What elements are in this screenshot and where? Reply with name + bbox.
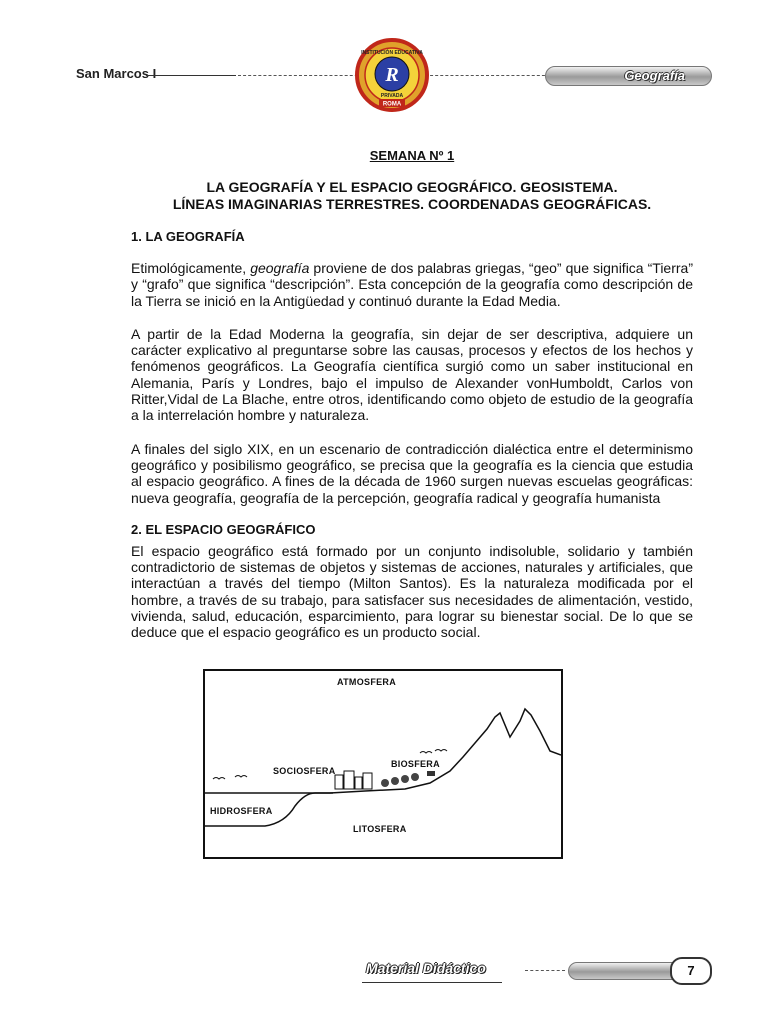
header-divider-dashed-right [425, 75, 550, 76]
page-title [131, 179, 693, 213]
logo-letter: R [385, 64, 399, 86]
title-line-2: LÍNEAS IMAGINARIAS TERRESTRES. COORDENADAS GEOGRÁFICAS. [172, 196, 652, 212]
label-sociosfera: SOCIOSFERA [273, 766, 336, 776]
geosystem-diagram [203, 669, 563, 859]
header-subject-label: Geografía [624, 68, 685, 83]
school-logo [355, 38, 429, 112]
page-number: 7 [670, 957, 712, 985]
title-line-1: LA GEOGRAFÍA Y EL ESPACIO GEOGRÁFICO. GEOSISTEMA. [206, 179, 618, 195]
document-body [131, 148, 693, 641]
paragraph-3: A finales del siglo XIX, en un escenario de contradicción dialéctica entre el determinismo geográfico y posibilismo geográfico, se precisa que la geografía es la ciencia que estudia al espacio geográfico. A fines de la década de 1960 surgen nuevas escuelas geográficas: nueva geografía, geografía de la percepción, geografía radical y geografía humanista [131, 440, 693, 506]
header-course-title: San Marcos I [76, 66, 157, 81]
paragraph-4: El espacio geográfico está formado por un conjunto indisoluble, solidario y también contradictorio de sistemas de objetos y sistemas de acciones, naturales y artificiales, que interactúan a través del tiempo (Milton Santos). Es la naturaleza modificada por el hombre, a través de su trabajo, para satisfacer sus necesidades de alimentación, vestido, vivienda, salud, educación, esparcimiento, para lograr su bienestar social. De lo que se deduce que el espacio geográfico es un producto social. [131, 542, 693, 641]
logo-text-top: INSTITUCIÓN EDUCATIVA [361, 50, 423, 56]
label-atmosfera: ATMOSFERA [337, 677, 397, 687]
section-2-title: 2. EL ESPACIO GEOGRÁFICO [131, 521, 316, 537]
footer-divider [362, 982, 502, 983]
label-litosfera: LITOSFERA [353, 824, 407, 834]
week-heading: SEMANA Nº 1 [369, 148, 455, 163]
logo-text-bottom: PRIVADA [380, 93, 404, 99]
label-hidrosfera: HIDROSFERA [210, 806, 273, 816]
paragraph-2: A partir de la Edad Moderna la geografía, sin dejar de ser descriptiva, adquiere un carácter explicativo al preguntarse sobre las causas, procesos y efectos de los hechos y fenómenos geográficos. La Geografía científica surgió como un saber institucional en Alemania, París y Londres, bajo el impulso de Alexander vonHumboldt, Carlos von Ritter,Vidal de La Blache, entre otros, identificando como objeto de estudio de la geografía a la interrelación hombre y naturaleza. [131, 325, 693, 424]
footer-divider-dashed [525, 970, 565, 971]
header-divider-dashed [238, 75, 368, 76]
section-1-title: 1. LA GEOGRAFÍA [131, 229, 245, 244]
header-subject-badge [545, 66, 712, 86]
paragraph-1: Etimológicamente, geografía proviene de dos palabras griegas, “geo” que significa “Tierra” y “grafo” que significa “descripción”. Esta concepción de la geografía como descripción de la Tierra se inició en la Antigüedad y continuó durante la Edad Media. [131, 260, 693, 309]
footer-title: Material Didáctico [366, 960, 486, 976]
header-divider [146, 75, 236, 76]
logo-text-city: ROMA [382, 101, 402, 108]
label-biosfera: BIOSFERA [391, 759, 440, 769]
